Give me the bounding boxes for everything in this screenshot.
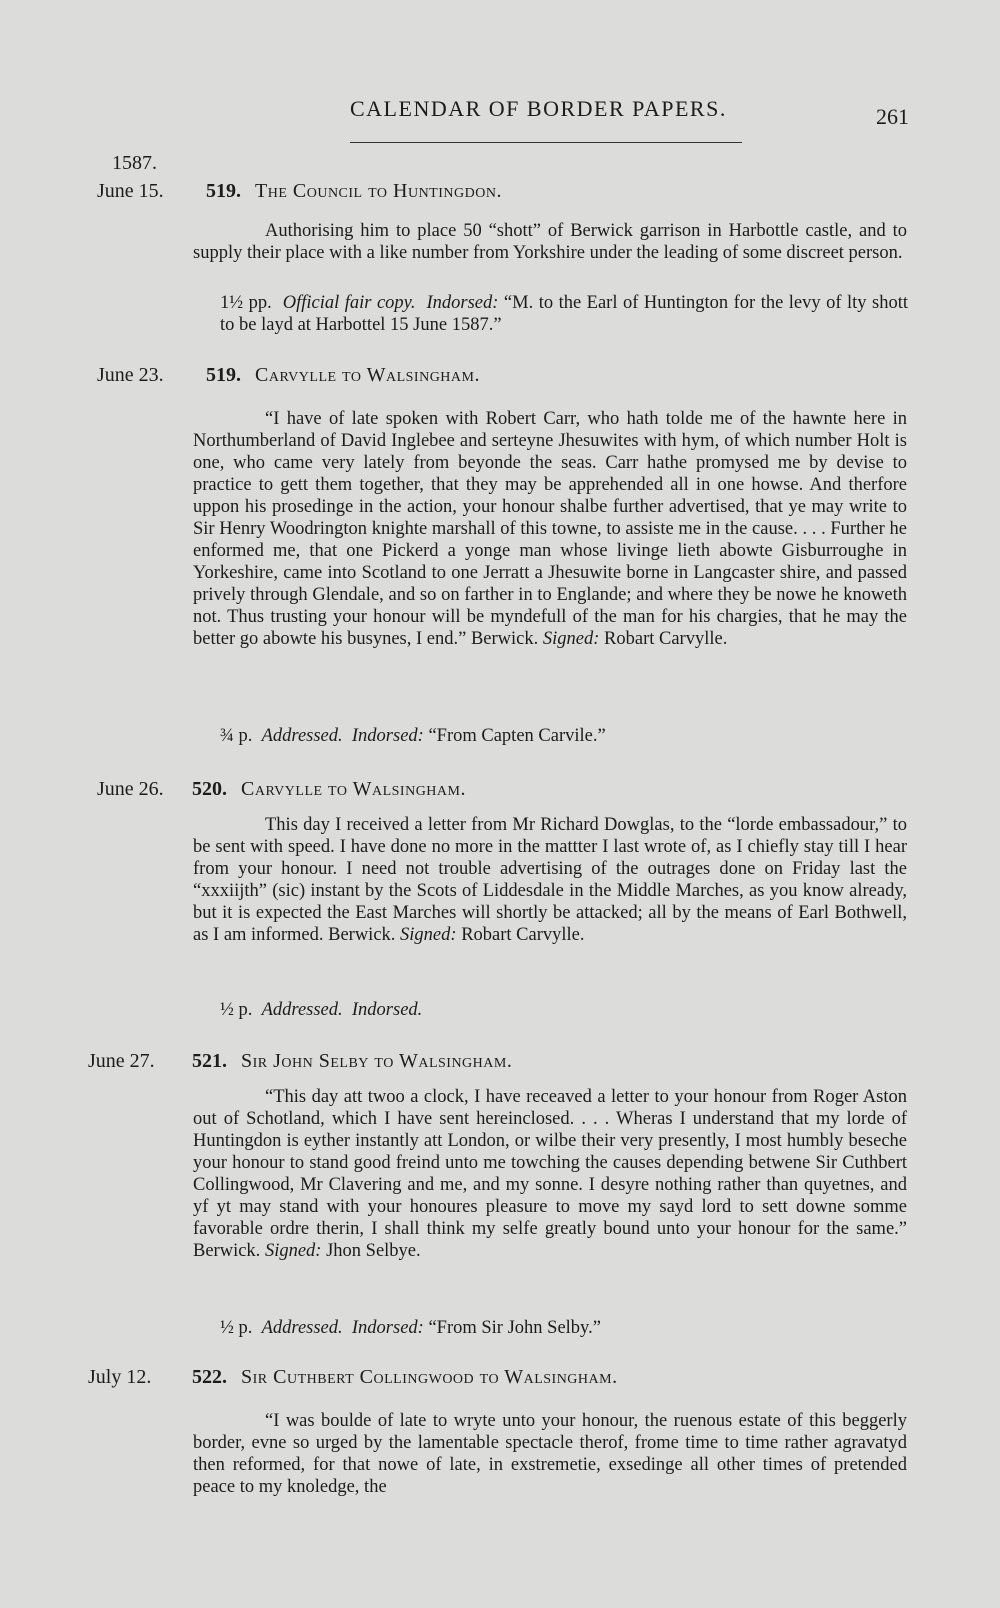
entry-title: Carvylle to Walsingham.: [241, 778, 466, 800]
note-type: Addressed.: [261, 726, 343, 746]
entry-number: 521.: [192, 1050, 227, 1072]
signed-label: Signed:: [400, 925, 457, 945]
note-size: 1½ pp.: [220, 293, 272, 313]
note-size: ¾ p.: [220, 726, 253, 746]
signed-name: Robart Carvylle.: [604, 629, 728, 649]
entry-body: [193, 1086, 907, 1262]
note-indorsed-text: “From Capten Carvile.”: [428, 726, 606, 746]
entry-note: [220, 1000, 422, 1021]
note-type: Addressed.: [261, 1318, 343, 1338]
note-indorsed-label: Indorsed.: [351, 1000, 423, 1020]
entry-date: June 23.: [97, 364, 164, 386]
entry-heading: [206, 364, 480, 387]
entry-heading: [192, 1050, 512, 1073]
entry-heading: [192, 778, 466, 801]
entry-title: Sir John Selby to Walsingham.: [241, 1050, 513, 1072]
note-indorsed-label: Indorsed:: [351, 726, 424, 746]
note-indorsed-label: Indorsed:: [426, 293, 499, 313]
entry-body: [193, 408, 907, 650]
signed-name: Robart Carvylle.: [461, 925, 585, 945]
entry-body-text: “I have of late spoken with Robert Carr, who hath tolde me of the hawnte here in Northumberland of David Inglebee and serteyne Jhesuwites with hym, of which number Holt is one, who came very lately from beyonde the seas. Carr hathe promysed me by devise to practice to gett them together, that they may be apprehended all in one howse. And therfore uppon his prosedinge in the action, your honour shalbe further advertised, that ye may write to Sir Henry Woodrington knighte marshall of this towne, to assiste me in the cause. . . . Further he enformed me, that one Pickerd a yonge man whose livinge lieth abowte Gisburroughe in Yorkeshire, came into Scotland to one Jerratt a Jhesuwite borne in Langcaster shire, and passed prively through Glendale, and so on farther in to Englande; and where they be nowe he knoweth not. Thus trusting your honour will be myndefull of the man for his chargies, that he may the better go abowte his busynes, I end.” Berwick.: [193, 409, 907, 649]
entry-note: [220, 726, 606, 747]
entry-date: July 12.: [88, 1366, 152, 1388]
entry-number: 522.: [192, 1366, 227, 1388]
entry-body-text: This day I received a letter from Mr Richard Dowglas, to the “lorde embassadour,” to be sent with speed. I have done no more in the mattter I last wrote of, as I chiefly stay till I hear from your honour. I need not trouble advertising of the outrages done on Friday last the “xxxiijth” (sic) instant by the Scots of Liddesdale in the Middle Marches, as you know already, but it is expected the East Marches will shortly be attacked; all by the means of Earl Bothwell, as I am informed. Berwick.: [193, 815, 907, 945]
note-size: ½ p.: [220, 1318, 253, 1338]
entry-title: The Council to Huntingdon.: [255, 180, 502, 202]
entry-date: June 27.: [88, 1050, 155, 1072]
signed-label: Signed:: [264, 1241, 322, 1261]
header-rule: [350, 142, 742, 143]
entry-note: [220, 1318, 601, 1339]
note-indorsed-text: “M. to the Earl of Huntington for the levy of lty shott to be layd at Harbottel 15 June 1587.”: [220, 293, 909, 335]
entry-note: [220, 292, 908, 336]
note-indorsed-text: “From Sir John Selby.”: [428, 1318, 601, 1338]
entry-number: 520.: [192, 778, 227, 800]
note-indorsed-label: Indorsed:: [351, 1318, 424, 1338]
entry-body-text: “This day att twoo a clock, I have receaved a letter to your honour from Roger Aston out of Schotland, which I have sent hereinclosed. . . . Wheras I understand that my lorde of Huntingdon is eyther instantly att London, or wilbe their very presently, I most humbly beseche your honour to stand good freind unto me towching the causes depending betwene Sir Cuthbert Collingwood, Mr Clavering and me, and my sonne. I desyre nothing rather than quyetnes, and yf yt may stand with your honoures pleasure to move my sayd lord to sett downe somme favorable ordre therin, I shall think my selfe greatly bound unto your honour for the same.” Berwick.: [193, 1087, 907, 1261]
entry-title: Carvylle to Walsingham.: [255, 364, 480, 386]
entry-date: June 15.: [97, 180, 164, 202]
entry-heading: [206, 180, 502, 203]
entry-number: 519.: [206, 180, 241, 202]
year-label: 1587.: [112, 152, 157, 174]
signed-name: Jhon Selbye.: [326, 1241, 421, 1261]
entry-body: [193, 814, 907, 946]
entry-date: June 26.: [97, 778, 164, 800]
entry-number: 519.: [206, 364, 241, 386]
note-size: ½ p.: [220, 1000, 253, 1020]
entry-body: Authorising him to place 50 “shott” of Berwick garrison in Harbottle castle, and to supply their place with a like number from Yorkshire under the leading of some discreet person.: [193, 221, 907, 263]
entry-body: “I was boulde of late to wryte unto your honour, the ruenous estate of this beggerly border, evne so urged by the lamentable spectacle therof, frome time to time rather agravatyd then reformed, for that nowe of late, in exstremetie, exsedinge all other times of pretended peace to my knoledge, the: [193, 1411, 907, 1497]
entry-title: Sir Cuthbert Collingwood to Walsingham.: [241, 1366, 618, 1388]
note-type: Addressed.: [261, 1000, 343, 1020]
running-head: CALENDAR OF BORDER PAPERS.: [350, 96, 727, 121]
entry-heading: [192, 1366, 618, 1389]
page-number: 261: [876, 104, 909, 129]
signed-label: Signed:: [542, 629, 600, 649]
note-type: Official fair copy.: [282, 293, 416, 313]
